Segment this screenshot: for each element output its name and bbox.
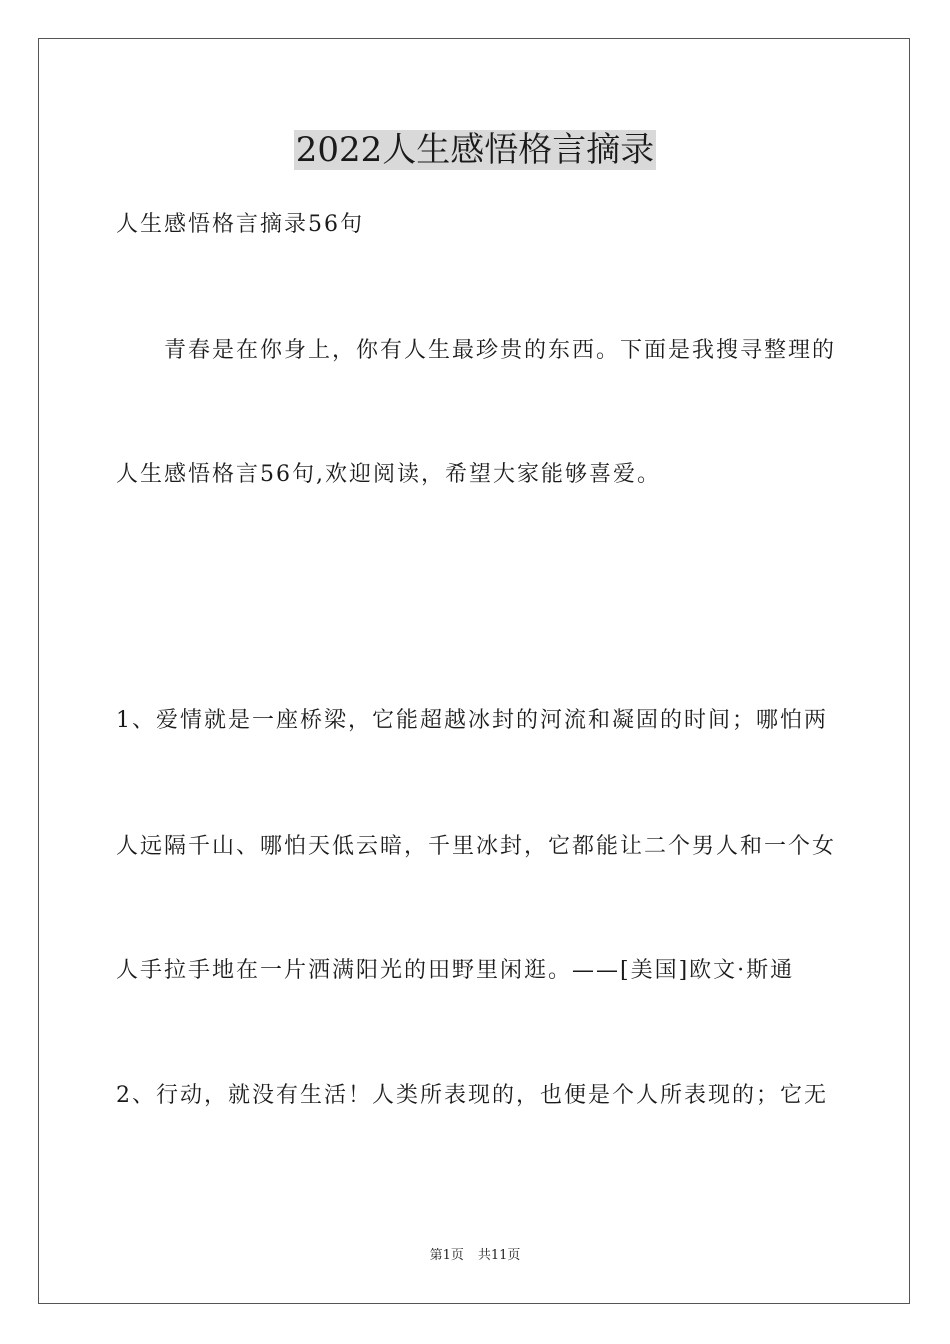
paragraph-line: 人远隔千山、哪怕天低云暗，千里冰封，它都能让二个男人和一个女 [116, 834, 837, 859]
subtitle-line: 人生感悟格言摘录56句 [116, 212, 364, 237]
paragraph-line: 1、爱情就是一座桥梁，它能超越冰封的河流和凝固的时间；哪怕两 [116, 708, 828, 733]
document-title [0, 128, 950, 172]
paragraph-line: 人生感悟格言56句,欢迎阅读，希望大家能够喜爱。 [116, 462, 661, 487]
document-title-text: 2022人生感悟格言摘录 [295, 130, 655, 170]
page-total: 共11页 [477, 1248, 521, 1263]
page-footer [0, 1246, 950, 1266]
paragraph-line: 2、行动，就没有生活！人类所表现的，也便是个人所表现的；它无 [116, 1083, 828, 1108]
paragraph-line: 青春是在你身上，你有人生最珍贵的东西。下面是我搜寻整理的 [116, 338, 837, 363]
page-number: 第1页 [429, 1248, 464, 1263]
paragraph-line: 人手拉手地在一片洒满阳光的田野里闲逛。——[美国]欧文·斯通 [116, 958, 795, 983]
